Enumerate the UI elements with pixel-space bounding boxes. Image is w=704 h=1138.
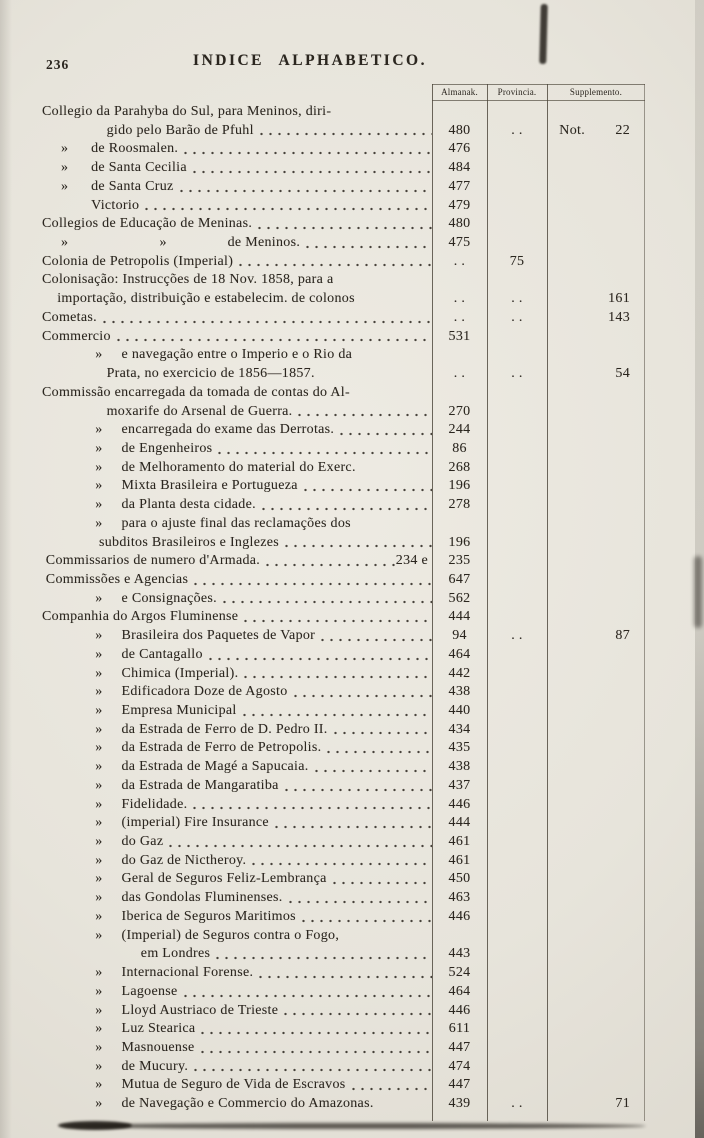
dot-leader	[300, 234, 432, 253]
entry-text-suffix: 234 e	[395, 553, 428, 569]
almanak-value: 464	[448, 983, 471, 999]
almanak-value: 244	[448, 422, 471, 438]
index-entry-line	[42, 459, 645, 478]
entry-text: » Edificadora Doze de Agosto	[42, 684, 288, 700]
dot-leader	[174, 178, 432, 197]
index-row	[42, 103, 645, 140]
dot-leader	[253, 964, 432, 983]
almanak-value: 270	[448, 403, 471, 419]
entry-text: gido pelo Barão de Pfuhl	[42, 122, 254, 138]
entry-text: » (imperial) Fire Insurance	[42, 815, 269, 831]
index-row	[42, 1095, 645, 1114]
almanak-value: 461	[448, 834, 471, 850]
almanak-value: 86	[452, 440, 467, 456]
almanak-value: 446	[448, 1002, 471, 1018]
index-entry-line	[42, 889, 645, 908]
entry-text: Collegio da Parahyba do Sul, para Meninos, diri-	[42, 104, 332, 119]
index-entry-line	[42, 440, 645, 459]
supplemento-value: 71	[615, 1096, 630, 1112]
index-entry-line	[42, 477, 645, 496]
dot-leader	[327, 870, 432, 889]
supplemento-value: 87	[615, 628, 630, 644]
index-row	[42, 459, 645, 478]
index-row	[42, 309, 645, 328]
almanak-value: 268	[448, 459, 471, 475]
index-entry-line	[42, 328, 645, 347]
almanak-value: 444	[448, 815, 471, 831]
provincia-value: . .	[511, 122, 523, 138]
index-row	[42, 496, 645, 515]
almanak-value: 464	[448, 646, 471, 662]
entry-text: » para o ajuste final das reclamações dos	[42, 515, 351, 531]
index-row	[42, 1020, 645, 1039]
index-entry-line	[42, 159, 645, 178]
index-entry-line	[42, 346, 645, 365]
dot-leader	[212, 440, 432, 459]
provincia-value: . .	[511, 291, 523, 307]
index-entry-line	[42, 814, 645, 833]
entry-text: » de Navegação e Commercio do Amazonas.	[42, 1096, 374, 1112]
almanak-value: 434	[448, 721, 471, 737]
index-entry-line	[42, 215, 645, 234]
index-row	[42, 683, 645, 702]
entry-text: Colonia de Petropolis (Imperial)	[42, 253, 234, 269]
almanak-value: 447	[448, 1039, 471, 1055]
dot-leader	[315, 365, 432, 384]
index-entry-line	[42, 646, 645, 665]
almanak-value: 647	[448, 571, 471, 587]
index-entry-line	[42, 833, 645, 852]
page-title: INDICE ALPHABETICO.	[193, 52, 427, 69]
dot-leader	[260, 552, 396, 571]
index-entry-line	[42, 496, 645, 515]
index-row	[42, 178, 645, 197]
almanak-value: 463	[448, 890, 471, 906]
entry-text: em Londres	[42, 946, 211, 962]
index-entry-line	[42, 739, 645, 758]
entry-text: » do Gaz de Nictheroy.	[42, 852, 247, 868]
index-row	[42, 1076, 645, 1095]
dot-leader	[288, 683, 432, 702]
almanak-value: 531	[448, 328, 471, 344]
index-row	[42, 665, 645, 684]
index-row	[42, 852, 645, 871]
entry-text: Commissarios de numero d'Armada.	[42, 553, 261, 569]
index-row	[42, 777, 645, 796]
scan-artifact-left-edge-shade	[0, 0, 12, 1138]
index-entry-line	[42, 534, 645, 553]
index-row	[42, 515, 645, 552]
almanak-value: 480	[448, 216, 471, 232]
entry-text: » Fidelidade.	[42, 796, 188, 812]
index-entry-line	[42, 777, 645, 796]
dot-leader	[203, 646, 432, 665]
index-row	[42, 215, 645, 234]
almanak-value: 461	[448, 852, 471, 868]
dot-leader	[195, 1039, 433, 1058]
index-row	[42, 833, 645, 852]
index-entry-line	[42, 234, 645, 253]
entry-text: » das Gondolas Fluminenses.	[42, 890, 283, 906]
index-row	[42, 702, 645, 721]
entry-text: » Brasileira dos Paquetes de Vapor	[42, 628, 316, 644]
index-row	[42, 739, 645, 758]
dot-leader	[163, 833, 432, 852]
dot-leader	[254, 122, 432, 141]
index-entry-line	[42, 758, 645, 777]
dot-leader	[139, 197, 432, 216]
index-entry-line	[42, 1095, 645, 1114]
dot-leader	[238, 608, 432, 627]
almanak-value: 474	[448, 1058, 471, 1074]
index-row	[42, 721, 645, 740]
entry-text: » e navegação entre o Imperio e o Rio da	[42, 347, 353, 363]
column-header-supplemento: Supplemento.	[569, 87, 623, 97]
index-row	[42, 870, 645, 889]
index-entry-line	[42, 964, 645, 983]
dot-leader	[279, 777, 432, 796]
index-row	[42, 796, 645, 815]
dot-leader	[188, 1058, 432, 1077]
scan-artifact-right-blob	[694, 556, 702, 628]
index-row	[42, 140, 645, 159]
index-entry-line	[42, 384, 645, 403]
index-row	[42, 964, 645, 983]
dot-leader	[355, 290, 432, 309]
dot-leader	[178, 140, 432, 159]
scan-artifact-right-edge-shade	[695, 0, 704, 1138]
entry-text: Commercio	[42, 328, 111, 344]
dot-leader	[256, 496, 432, 515]
dot-leader	[188, 571, 432, 590]
dot-leader	[269, 814, 432, 833]
index-row	[42, 440, 645, 459]
almanak-value: 443	[448, 946, 471, 962]
dot-leader	[334, 421, 432, 440]
entry-text: » da Planta desta cidade.	[42, 497, 256, 513]
index-entry-line	[42, 796, 645, 815]
dot-leader	[252, 215, 432, 234]
almanak-value: 235	[448, 553, 471, 569]
entry-text: » da Estrada de Ferro de Petropolis.	[42, 740, 322, 756]
dot-leader	[296, 908, 432, 927]
almanak-value: 440	[448, 703, 471, 718]
almanak-value: . .	[453, 309, 466, 325]
almanak-value: 439	[448, 1096, 471, 1112]
index-entry-line	[42, 927, 645, 946]
column-header-provincia: Provincia.	[497, 87, 537, 97]
index-row	[42, 758, 645, 777]
scan-artifact-bottom-blob	[58, 1121, 132, 1130]
page-header	[0, 52, 704, 80]
index-entry-line	[42, 271, 645, 290]
entry-text: » Lagoense	[42, 983, 178, 999]
entry-text: Cometas.	[42, 309, 97, 325]
dot-leader	[111, 328, 432, 347]
index-row	[42, 552, 645, 571]
dot-leader	[352, 346, 432, 365]
index-row	[42, 234, 645, 253]
index-row	[42, 608, 645, 627]
index-entry-line	[42, 365, 645, 384]
entry-text: » de Santa Cecilia	[42, 160, 187, 176]
entry-text: moxarife do Arsenal de Guerra.	[42, 403, 293, 419]
almanak-value: 446	[448, 908, 471, 924]
index-row	[42, 590, 645, 609]
entry-text: » da Estrada de Ferro de D. Pedro II.	[42, 721, 328, 737]
almanak-value: 562	[448, 590, 471, 606]
dot-leader	[178, 983, 432, 1002]
index-row	[42, 159, 645, 178]
dot-leader	[195, 1020, 432, 1039]
index-row	[42, 814, 645, 833]
index-entry-line	[42, 421, 645, 440]
almanak-value: 476	[448, 141, 471, 157]
index-row	[42, 197, 645, 216]
index-entry-line	[42, 290, 645, 309]
dot-leader	[321, 739, 432, 758]
index-entry-line	[42, 945, 645, 964]
almanak-value: 278	[448, 497, 471, 513]
index-entry-line	[42, 627, 645, 646]
index-entry-line	[42, 852, 645, 871]
almanak-value: 450	[448, 871, 471, 887]
entry-text: » e Consignações.	[42, 590, 217, 606]
dot-leader	[346, 1076, 432, 1095]
dot-leader	[356, 459, 432, 478]
entry-text: » Iberica de Seguros Maritimos	[42, 908, 296, 924]
almanak-value: 446	[448, 796, 471, 812]
dot-leader	[350, 384, 432, 403]
index-rows	[42, 103, 645, 1114]
index-entry-line	[42, 309, 645, 328]
entry-text: » de Engenheiros	[42, 440, 213, 456]
provincia-value: . .	[511, 628, 523, 644]
entry-text: » de Santa Cruz	[42, 178, 174, 194]
entry-text: Colonisação: Instrucções de 18 Nov. 1858, para a	[42, 272, 334, 288]
almanak-value: . .	[453, 253, 466, 269]
index-row	[42, 889, 645, 908]
entry-text: Commissões e Agencias	[42, 571, 189, 587]
almanak-value: 437	[448, 777, 471, 793]
dot-leader	[339, 927, 432, 946]
index-row	[42, 328, 645, 347]
index-row	[42, 1039, 645, 1058]
index-entry-line	[42, 870, 645, 889]
entry-text: » da Estrada de Mangaratiba	[42, 777, 279, 793]
almanak-value: 447	[448, 1077, 471, 1093]
entry-text: » (Imperial) de Seguros contra o Fogo,	[42, 927, 340, 943]
index-entry-line	[42, 1002, 645, 1021]
index-entry-line	[42, 590, 645, 609]
index-row	[42, 421, 645, 440]
index-entry-line	[42, 721, 645, 740]
provincia-value: 75	[509, 253, 525, 269]
index-entry-line	[42, 683, 645, 702]
entry-text: » de Mucury.	[42, 1058, 189, 1074]
index-row	[42, 908, 645, 927]
almanak-value: 444	[448, 609, 471, 625]
entry-text: » Geral de Seguros Feliz-Lembrança	[42, 871, 327, 887]
index-row	[42, 1002, 645, 1021]
entry-text: » Luz Stearica	[42, 1021, 196, 1037]
almanak-value: 477	[448, 178, 471, 194]
index-row	[42, 346, 645, 383]
index-row	[42, 983, 645, 1002]
index-row	[42, 1058, 645, 1077]
index-entry-line	[42, 178, 645, 197]
entry-text: » Masnouense	[42, 1039, 195, 1055]
almanak-value: 196	[448, 534, 471, 550]
index-entry-line	[42, 608, 645, 627]
almanak-value: 479	[448, 197, 471, 213]
dot-leader	[292, 403, 432, 422]
index-entry-line	[42, 253, 645, 272]
dot-leader	[283, 889, 432, 908]
index-entry-line	[42, 140, 645, 159]
almanak-value: . .	[453, 366, 466, 382]
index-entry-line	[42, 571, 645, 590]
entry-text: » Mutua de Seguro de Vida de Escravos	[42, 1077, 346, 1093]
almanak-value: 524	[448, 965, 471, 981]
dot-leader	[315, 627, 432, 646]
dot-leader	[187, 796, 432, 815]
entry-text: » Lloyd Austriaco de Trieste	[42, 1002, 279, 1018]
dot-leader	[309, 758, 432, 777]
page-number: 236	[46, 57, 70, 72]
almanak-value: 438	[448, 684, 471, 700]
index-row	[42, 253, 645, 272]
index-table	[42, 84, 645, 1122]
index-entry-line	[42, 197, 645, 216]
index-entry-line	[42, 1058, 645, 1077]
entry-text: » Internacional Forense.	[42, 965, 254, 981]
index-entry-line	[42, 103, 645, 122]
index-entry-line	[42, 665, 645, 684]
almanak-value: 196	[448, 478, 471, 494]
entry-text: » da Estrada de Magé a Sapucaia.	[42, 759, 309, 775]
entry-text: » Mixta Brasileira e Portugueza	[42, 478, 298, 494]
supplemento-value: 143	[608, 309, 630, 325]
supplemento-value: 161	[608, 291, 630, 307]
index-entry-line	[42, 702, 645, 721]
index-row	[42, 384, 645, 421]
index-entry-line	[42, 122, 645, 141]
dot-leader	[217, 590, 432, 609]
index-entry-line	[42, 1039, 645, 1058]
index-row	[42, 477, 645, 496]
dot-leader	[331, 103, 432, 122]
dot-leader	[328, 721, 432, 740]
index-entry-line	[42, 908, 645, 927]
entry-text: » Chimica (Imperial).	[42, 665, 239, 681]
index-entry-line	[42, 1076, 645, 1095]
entry-text: » de Melhoramento do material do Exerc.	[42, 459, 356, 475]
index-row	[42, 571, 645, 590]
almanak-value: 442	[448, 665, 471, 681]
dot-leader	[97, 309, 432, 328]
index-entry-line	[42, 983, 645, 1002]
entry-text: » » de Meninos.	[42, 235, 301, 251]
dot-leader	[187, 159, 432, 178]
entry-text: Prata, no exercicio de 1856—1857.	[42, 366, 315, 382]
almanak-value: . .	[453, 291, 466, 307]
dot-leader	[246, 852, 432, 871]
almanak-value: 435	[448, 740, 471, 756]
provincia-value: . .	[511, 309, 523, 325]
dot-leader	[374, 1095, 432, 1114]
entry-text: subditos Brasileiros e Inglezes	[42, 534, 279, 550]
supplemento-value: Not. 22	[559, 122, 630, 138]
entry-text: Collegios de Educação de Meninas.	[42, 216, 253, 232]
dot-leader	[333, 271, 432, 290]
almanak-value: 94	[452, 628, 467, 644]
entry-text: Commissão encarregada da tomada de contas do Al-	[42, 384, 350, 400]
entry-text: Companhia do Argos Fluminense	[42, 609, 239, 625]
dot-leader	[278, 1002, 432, 1021]
index-entry-line	[42, 403, 645, 422]
provincia-value: . .	[511, 366, 523, 382]
entry-text: » do Gaz	[42, 834, 164, 850]
dot-leader	[351, 515, 432, 534]
index-entry-line	[42, 1020, 645, 1039]
dot-leader	[210, 945, 432, 964]
almanak-value: 438	[448, 759, 471, 775]
entry-text: » Empresa Municipal	[42, 703, 237, 718]
scan-artifact-bottom-smear	[62, 1123, 646, 1129]
header-rule-bottom	[432, 100, 645, 101]
almanak-value: 480	[448, 122, 471, 138]
index-row	[42, 627, 645, 646]
index-entry-line	[42, 515, 645, 534]
index-entry-line	[42, 552, 645, 571]
entry-text: Victorio	[42, 197, 140, 213]
index-row	[42, 646, 645, 665]
almanak-value: 475	[448, 235, 471, 251]
column-headers	[432, 84, 645, 100]
almanak-value: 484	[448, 160, 471, 176]
entry-text: » de Roosmalen.	[42, 141, 179, 157]
dot-leader	[279, 534, 432, 553]
column-header-almanak: Almanak.	[441, 87, 478, 97]
entry-text: » de Cantagallo	[42, 646, 203, 662]
dot-leader	[238, 665, 432, 684]
index-row	[42, 927, 645, 964]
entry-text: » encarregada do exame das Derrotas.	[42, 422, 335, 438]
dot-leader	[233, 253, 432, 272]
provincia-value: . .	[511, 1096, 523, 1112]
entry-text: importação, distribuição e estabelecim. de colonos	[42, 291, 355, 307]
index-row	[42, 271, 645, 308]
dot-leader	[298, 477, 432, 496]
dot-leader	[237, 702, 432, 721]
almanak-value: 611	[448, 1021, 471, 1037]
supplemento-value: 54	[615, 366, 630, 382]
